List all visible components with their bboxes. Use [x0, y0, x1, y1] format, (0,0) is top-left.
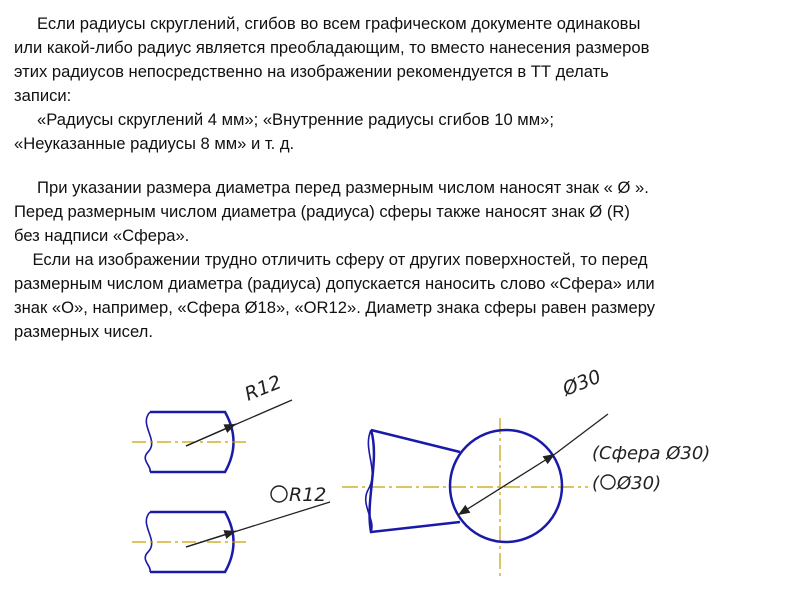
- p1-line-4: записи:: [14, 86, 72, 105]
- sphere-sign-icon: [271, 486, 287, 502]
- part-or12: [132, 484, 330, 572]
- or12-dimension-line: [186, 531, 236, 547]
- o-d30-open-paren: (: [592, 473, 600, 494]
- p3-line-2: Перед размерным числом диаметра (радиуса) сферы также наносят знак Ø (R): [14, 202, 630, 221]
- r12-label: R12: [241, 371, 285, 406]
- p4-line-3: знак «О», например, «Сфера Ø18», «OR12». Диаметр знака сферы равен размеру: [14, 298, 656, 317]
- p3-line-1: При указании размера диаметра перед размерным числом наносят знак « Ø ».: [14, 178, 649, 197]
- part-r12: [132, 371, 292, 472]
- p1-line-1: Если радиусы скруглений, сгибов во всем графическом документе одинаковы: [14, 14, 641, 33]
- sphere-sign-icon-2: [601, 475, 615, 489]
- d30-label: Ø30: [559, 365, 605, 401]
- p4-line-1: Если на изображении трудно отличить сферу от других поверхностей, то перед: [14, 250, 648, 269]
- r12-dimension-line: [186, 424, 236, 446]
- d30-dimension-line: [458, 454, 555, 515]
- p2-line-2: «Неуказанные радиусы 8 мм» и т. д.: [14, 134, 295, 153]
- p2-line-1: «Радиусы скруглений 4 мм»; «Внутренние радиусы сгибов 10 мм»;: [14, 110, 554, 129]
- cone-outline: [370, 430, 460, 532]
- p4-line-4: размерных чисел.: [14, 322, 153, 341]
- sphere-outline: [450, 430, 562, 542]
- p3-line-3: без надписи «Сфера».: [14, 226, 190, 245]
- p1-line-2: или какой-либо радиус является преобладающим, то вместо нанесения размеров: [14, 38, 650, 57]
- or12-label: R12: [289, 484, 327, 506]
- o-d30-label: Ø30): [617, 473, 662, 494]
- p4-line-2: размерным числом диаметра (радиуса) допускается наносить слово «Сфера» или: [14, 274, 655, 293]
- p1-line-3: этих радиусов непосредственно на изображении рекомендуется в ТТ делать: [14, 62, 609, 81]
- cone-sphere-part: [342, 366, 710, 580]
- sphere-d30-label: (Сфера Ø30): [592, 443, 711, 464]
